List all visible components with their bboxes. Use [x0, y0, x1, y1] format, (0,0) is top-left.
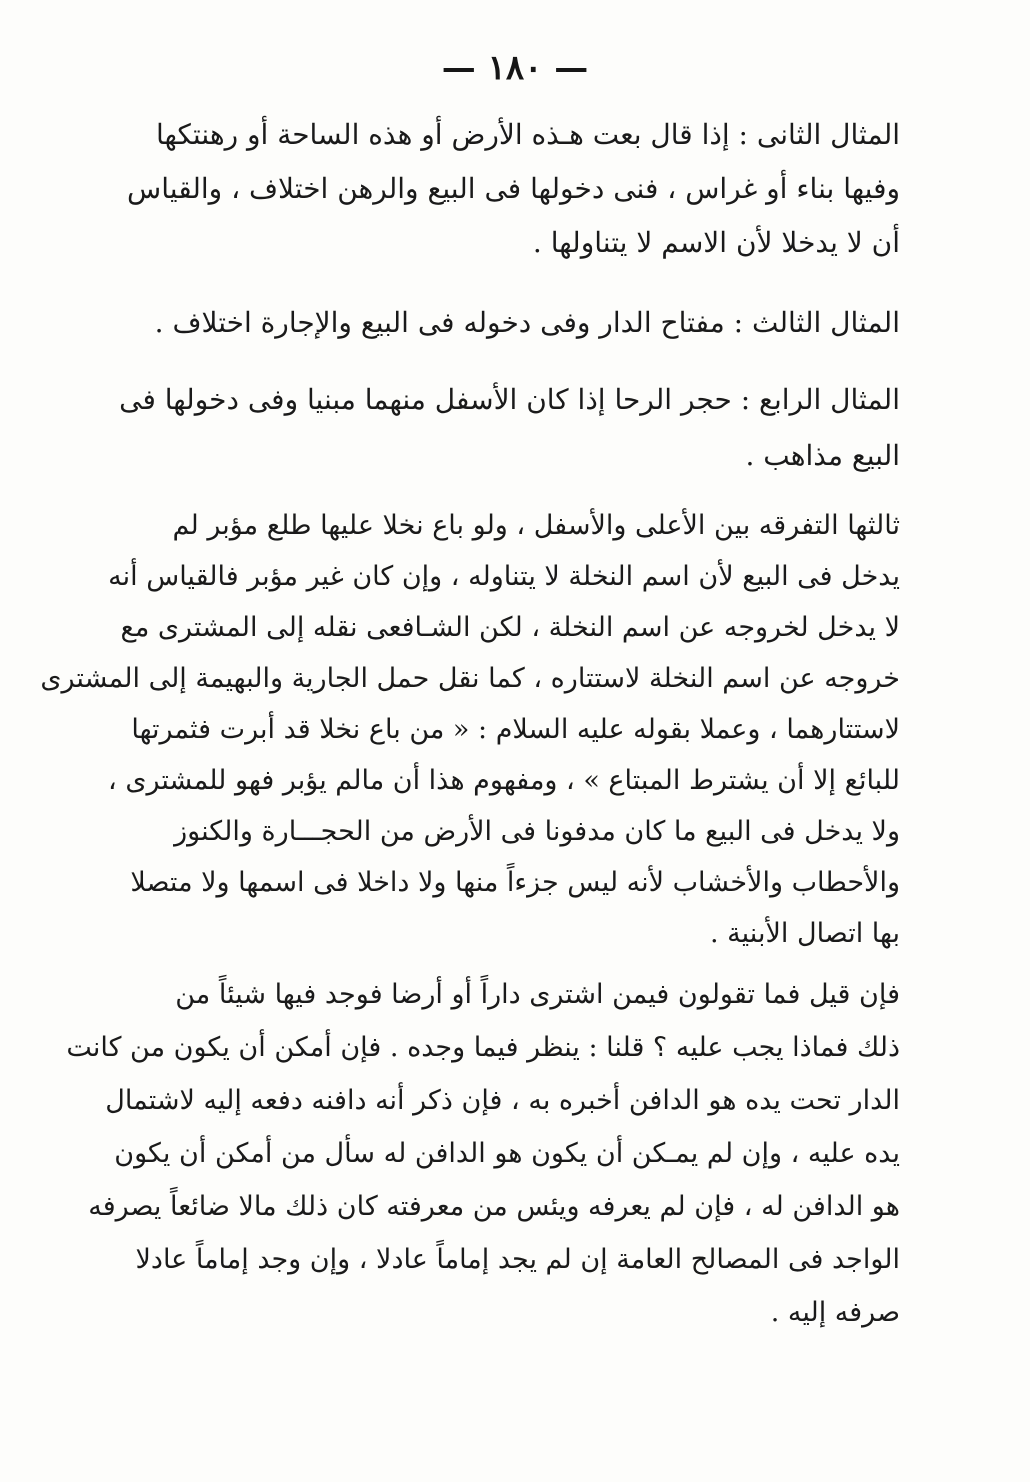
text-line: البيع مذاهب . [745, 439, 900, 472]
text-line: وفيها بناء أو غراس ، فنى دخولها فى البيع والرهن اختلاف ، والقياس [127, 172, 900, 205]
text-line: صرفه إليه . [770, 1297, 900, 1328]
text-line: الواجد فى المصالح العامة إن لم يجد إماماً عادلا ، وإن وجد إماماً عادلا [135, 1244, 900, 1275]
text-line: المثال الثالث : مفتاح الدار وفى دخوله فى البيع والإجارة اختلاف . [154, 306, 900, 339]
paragraph-third-distinction [40, 500, 900, 959]
text-line: هو الدافن له ، فإن لم يعرفه ويئس من معرفته كان ذلك مالا ضائعاً يصرفه [88, 1191, 900, 1222]
text-line: والأحطاب والأخشاب لأنه ليس جزءاً منها ولا داخلا فى اسمها ولا متصلا [130, 867, 900, 898]
text-line: الدار تحت يده هو الدافن أخبره به ، فإن ذكر أنه دافنه دفعه إليه لاشتمال [105, 1085, 900, 1116]
page-number: — ١٨٠ — [441, 48, 589, 88]
text-line: أن لا يدخلا لأن الاسم لا يتناولها . [532, 226, 900, 259]
text-line: ذلك فماذا يجب عليه ؟ قلنا : ينظر فيما وجده . فإن أمكن أن يكون من كانت [66, 1032, 900, 1063]
text-line: لا يدخل لخروجه عن اسم النخلة ، لكن الشـافعى نقله إلى المشترى مع [120, 612, 900, 643]
text-line: ولا يدخل فى البيع ما كان مدفونا فى الأرض من الحجـــارة والكنوز [174, 816, 900, 847]
text-line: لاستتارهما ، وعملا بقوله عليه السلام : « من باع نخلا قد أبرت فثمرتها [131, 714, 900, 745]
text-line: بها اتصال الأبنية . [710, 918, 900, 949]
paragraph-example-three [154, 296, 900, 350]
paragraph-question [66, 968, 900, 1339]
text-line: فإن قيل فما تقولون فيمن اشترى داراً أو أرضا فوجد فيها شيئاً من [175, 979, 900, 1010]
text-line: خروجه عن اسم النخلة لاستتاره ، كما نقل حمل الجارية والبهيمة إلى المشترى [40, 663, 900, 694]
text-line: يده عليه ، وإن لم يمـكن أن يكون هو الدافن له سأل من أمكن أن يكون [114, 1138, 900, 1169]
text-line: المثال الرابع : حجر الرحا إذا كان الأسفل منهما مبنيا وفى دخولها فى [119, 383, 900, 416]
paragraph-example-four [119, 372, 900, 484]
text-line: المثال الثانى : إذا قال بعت هـذه الأرض أو هذه الساحة أو رهنتكها [156, 118, 900, 151]
text-line: للبائع إلا أن يشترط المبتاع » ، ومفهوم هذا أن مالم يؤبر فهو للمشترى ، [108, 765, 900, 796]
text-line: ثالثها التفرقه بين الأعلى والأسفل ، ولو باع نخلا عليها طلع مؤبر لم [172, 510, 900, 541]
paragraph-example-two [127, 108, 900, 270]
text-line: يدخل فى البيع لأن اسم النخلة لا يتناوله ، وإن كان غير مؤبر فالقياس أنه [108, 561, 900, 592]
